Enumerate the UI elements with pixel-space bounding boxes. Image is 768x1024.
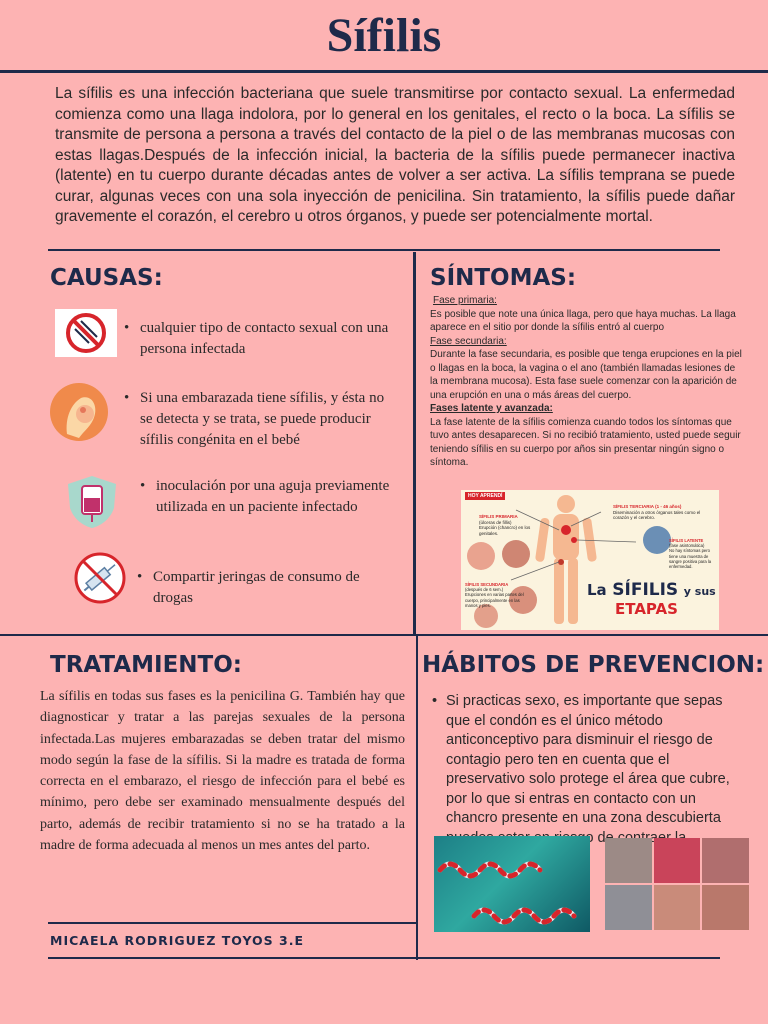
no-contact-icon (55, 309, 117, 357)
fase-secundaria-text: Durante la fase secundaria, es posible que tenga erupciones en la piel o llagas en la boca, la vagina o el ano (también llamadas lesiones de la membrana mucosa). Esta fase suele comenzar con la aparición de una erupción en una o más áreas del cuerpo. (430, 349, 742, 401)
section-divider (0, 634, 768, 636)
infographic-badge: HOY APRENDÍ (465, 492, 505, 500)
fase-primaria-label: Fase primaria: (433, 295, 497, 306)
infographic-latente: SÍFILIS LATENTE (fase asintomática) No hay síntomas pero tiene una muestra de sangre positiva para la enfermedad. (669, 538, 712, 570)
sintomas-heading: SÍNTOMAS: (430, 265, 577, 291)
fase-latente-text: La fase latente de la sífilis comienza cuando todos los síntomas que tuvo antes desaparecen. Si no recibió tratamiento, usted puede seguir teniendo sífilis en su cuerpo por años sin presentar ningún signo o síntoma. (430, 416, 741, 468)
author-name: MICAELA RODRIGUEZ TOYOS 3.E (50, 933, 305, 948)
prevencion-heading: HÁBITOS DE PREVENCION: (422, 652, 765, 678)
causas-heading: CAUSAS: (50, 265, 163, 291)
cause-text: • Compartir jeringas de consumo de drogas (153, 567, 393, 609)
tratamiento-heading: TRATAMIENTO: (50, 652, 242, 678)
bacteria-image (434, 836, 590, 932)
tongue-photo (702, 838, 749, 883)
page-title: Sífilis (326, 9, 442, 62)
tratamiento-text: La sífilis en todas sus fases es la penicilina G. También hay que diagnosticar y tratar a las parejas sexuales de la persona infectada.Las mujeres embarazadas se deben tratar del mismo modo según la fase de la sífilis. Si la madre es tratada de forma correcta en el embarazo, el riesgo de infección para el bebé es mínimo, pero debe ser examinado mensualmente después del parto, además de recibir tratamiento si no se ha tratado a la madre de forma adecuada al menos un mes antes del parto. (40, 689, 405, 854)
author-bottom-divider (48, 957, 720, 959)
pregnant-icon (49, 382, 109, 442)
blood-bag-icon (66, 474, 118, 528)
cause-text: • cualquier tipo de contacto sexual con una persona infectada (140, 318, 395, 360)
skin-photo (605, 885, 652, 930)
infographic-primaria: SÍFILIS PRIMARIA (úlceras de fillis) Erupción (chancro) en los genitales. (479, 514, 531, 536)
no-syringe-icon (72, 551, 128, 605)
skin-photo (605, 838, 652, 883)
intro-divider (48, 249, 720, 251)
hand-photo (654, 885, 701, 930)
author-top-divider (48, 922, 416, 924)
prevencion-text: • Si practicas sexo, es importante que sepas que el condón es el único método anticonceptivo para disminuir el riesgo de contagio pero ten en cuenta que el preservativo solo protege el área que cubre, por lo que si entras en contacto con un chancro presente en una zona descubierta (446, 692, 750, 868)
sintomas-text (430, 294, 742, 470)
column-divider-top (413, 252, 416, 634)
column-divider-bottom (416, 636, 418, 960)
infographic-big-title: La SÍFILIS y sus ETAPAS (587, 580, 716, 618)
title-divider (0, 70, 768, 73)
mouth-photo (654, 838, 701, 883)
fase-latente-label: Fases latente y avanzada: (430, 403, 553, 414)
infographic-secundaria: SÍFILIS SECUNDARIA (después de 6 sem.) Erupciones en varias partes del cuerpo, principalmente en las manos y pies. (465, 582, 524, 608)
fase-secundaria-label: Fase secundaria: (430, 335, 507, 347)
infographic-terciaria: SÍFILIS TERCIARIA (1 - 46 años) Diseminación a otros órganos tales como el corazón y el cerebro. (613, 504, 701, 520)
cause-text: • Si una embarazada tiene sífilis, y ésta no se detecta y se trata, se puede producir sífilis congénita en el bebé (140, 388, 395, 451)
chest-photo (702, 885, 749, 930)
sifilis-stages-infographic (461, 490, 719, 630)
fase-primaria-text: Es posible que note una única llaga, pero que haya muchas. La llaga aparece en el sitio por donde la sífilis entró al cuerpo (430, 308, 736, 333)
cause-text: • inoculación por una aguja previamente utilizada en un paciente infectado (156, 476, 396, 518)
symptoms-photo-grid (605, 838, 749, 930)
intro-paragraph: La sífilis es una infección bacteriana que suele transmitirse por contacto sexual. La enfermedad comienza como una llaga indolora, por lo general en los genitales, el recto o la boca. La sífilis se transmite de persona a persona a través del contacto de la piel o de las membranas mucosas con estas llagas.Después de la infección inicial, la bacteria de la sífilis puede permanecer inactiva (latente) en tu cuerpo durante décadas antes de volver a ser activa. La sífilis temprana se puede curar, algunas veces con una sola inyección de penicilina. Sin tratamiento, la sífilis puede dañar gravemente el corazón, el cerebro u otros órganos, y puede ser potencialmente mortal. (55, 85, 735, 225)
